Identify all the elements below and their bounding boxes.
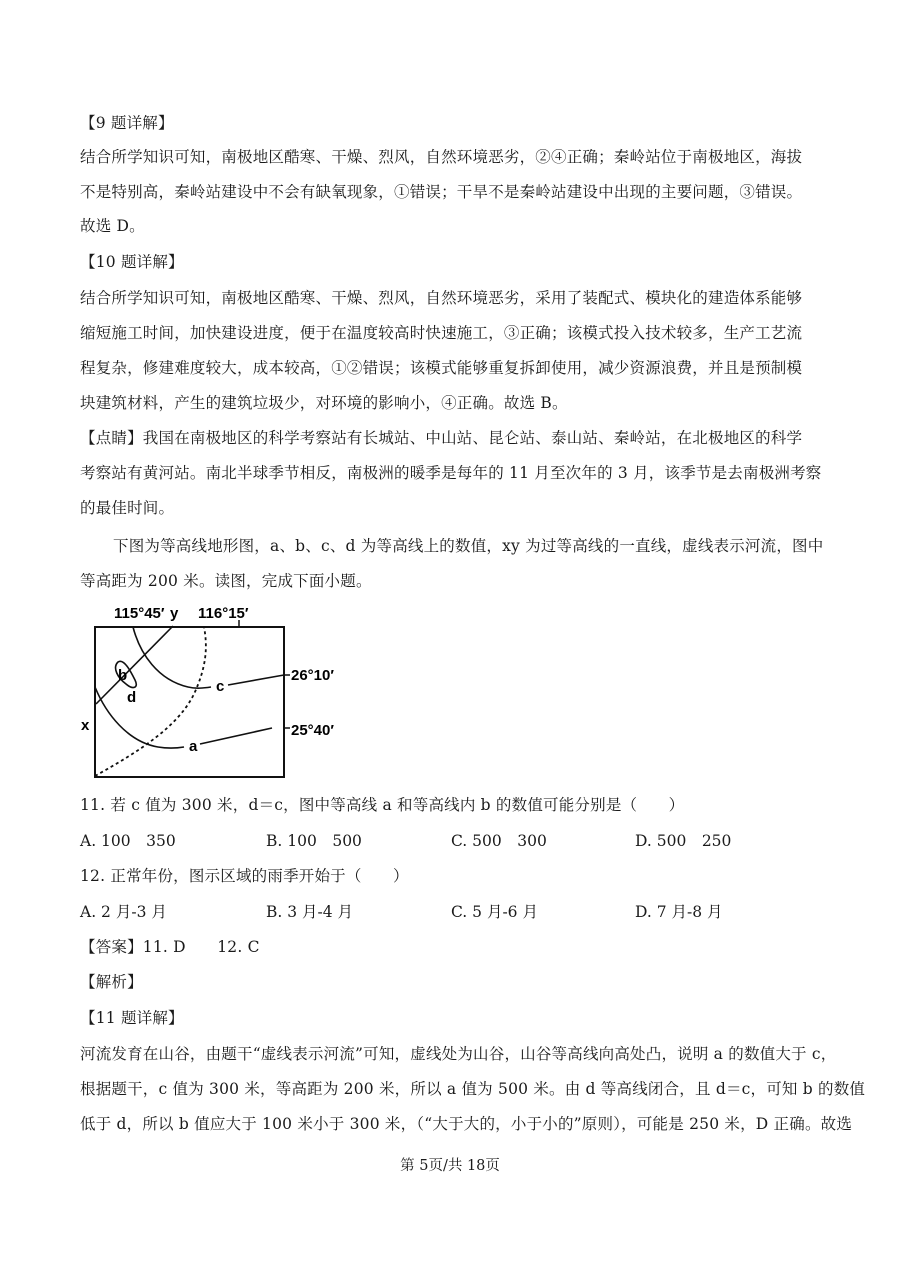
- q11-detail-line-1: 河流发育在山谷，由题干“虚线表示河流”可知，虚线处为山谷，山谷等高线向高处凸，说明 a 的数值大于 c，: [80, 1045, 837, 1063]
- q11-stem: 11. 若 c 值为 300 米，d＝c，图中等高线 a 和等高线内 b 的数值可能分别是（ ）: [80, 796, 685, 814]
- tip-line-1: 【点睛】我国在南极地区的科学考察站有长城站、中山站、昆仑站、泰山站、秦岭站，在北极地区的科学: [80, 429, 803, 447]
- lon-right-label: 116°15′: [198, 605, 249, 622]
- q10-line-4: 块建筑材料，产生的建筑垃圾少，对环境的影响小，④正确。故选 B。: [80, 394, 568, 412]
- tip-line-3: 的最佳时间。: [80, 499, 175, 517]
- lat-top-label: 26°10′: [291, 667, 334, 684]
- analysis-heading: 【解析】: [80, 973, 143, 991]
- page-footer: 第 5页/共 18页: [400, 1158, 500, 1174]
- q10-line-1: 结合所学知识可知，南极地区酷寒、干燥、烈风，自然环境恶劣，采用了装配式、模块化的建造体系能够: [80, 289, 803, 307]
- q9-line-3: 故选 D。: [80, 217, 145, 235]
- q12-option-a: A. 2 月-3 月: [80, 903, 167, 921]
- tip-line-2: 考察站有黄河站。南北半球季节相反，南极洲的暖季是每年的 11 月至次年的 3 月，该季节是去南极洲考察: [80, 464, 822, 482]
- q12-option-b: B. 3 月-4 月: [266, 903, 354, 921]
- lon-left-label: 115°45′: [114, 605, 165, 622]
- y-label: y: [170, 605, 179, 622]
- q11-detail-line-2: 根据题干，c 值为 300 米，等高距为 200 米，所以 a 值为 500 米。由 d 等高线闭合，且 d＝c，可知 b 的数值: [80, 1080, 866, 1098]
- d-label: d: [127, 689, 137, 706]
- q9-line-1: 结合所学知识可知，南极地区酷寒、干燥、烈风，自然环境恶劣，②④正确；秦岭站位于南极地区，海拔: [80, 148, 803, 166]
- contour-a: [95, 687, 184, 748]
- answer-line: 【答案】11. D 12. C: [80, 938, 260, 956]
- q9-heading: 【9 题详解】: [80, 114, 174, 132]
- intro-line-1: 下图为等高线地形图，a、b、c、d 为等高线上的数值，xy 为过等高线的一直线，虚线表示河流，图中: [113, 537, 824, 555]
- q11-detail-line-3: 低于 d，所以 b 值应大于 100 米小于 300 米，（“大于大的，小于小的”原则），可能是 250 米，D 正确。故选: [80, 1115, 853, 1133]
- q12-stem: 12. 正常年份，图示区域的雨季开始于（ ）: [80, 867, 409, 885]
- contour-map: [78, 602, 368, 782]
- q11-option-a: A. 100 350: [80, 832, 176, 850]
- q10-line-3: 程复杂，修建难度较大，成本较高，①②错误；该模式能够重复拆卸使用，减少资源浪费，并且是预制模: [80, 359, 803, 377]
- q11-detail-heading: 【11 题详解】: [80, 1009, 184, 1027]
- x-label: x: [81, 717, 90, 734]
- intro-line-2: 等高距为 200 米。读图，完成下面小题。: [80, 572, 372, 590]
- q12-option-c: C. 5 月-6 月: [451, 903, 538, 921]
- b-label: b: [118, 667, 128, 684]
- a-label: a: [189, 738, 198, 755]
- q11-option-c: C. 500 300: [451, 832, 547, 850]
- c-label: c: [216, 678, 225, 695]
- q11-option-d: D. 500 250: [635, 832, 732, 850]
- lat-bottom-label: 25°40′: [291, 722, 334, 739]
- q9-line-2: 不是特别高，秦岭站建设中不会有缺氧现象，①错误；干旱不是秦岭站建设中出现的主要问题，③错误。: [80, 183, 803, 201]
- q12-option-d: D. 7 月-8 月: [635, 903, 723, 921]
- q11-option-b: B. 100 500: [266, 832, 362, 850]
- q10-line-2: 缩短施工时间，加快建设进度，便于在温度较高时快速施工，③正确；该模式投入技术较多，生产工艺流: [80, 324, 803, 342]
- q10-heading: 【10 题详解】: [80, 253, 184, 271]
